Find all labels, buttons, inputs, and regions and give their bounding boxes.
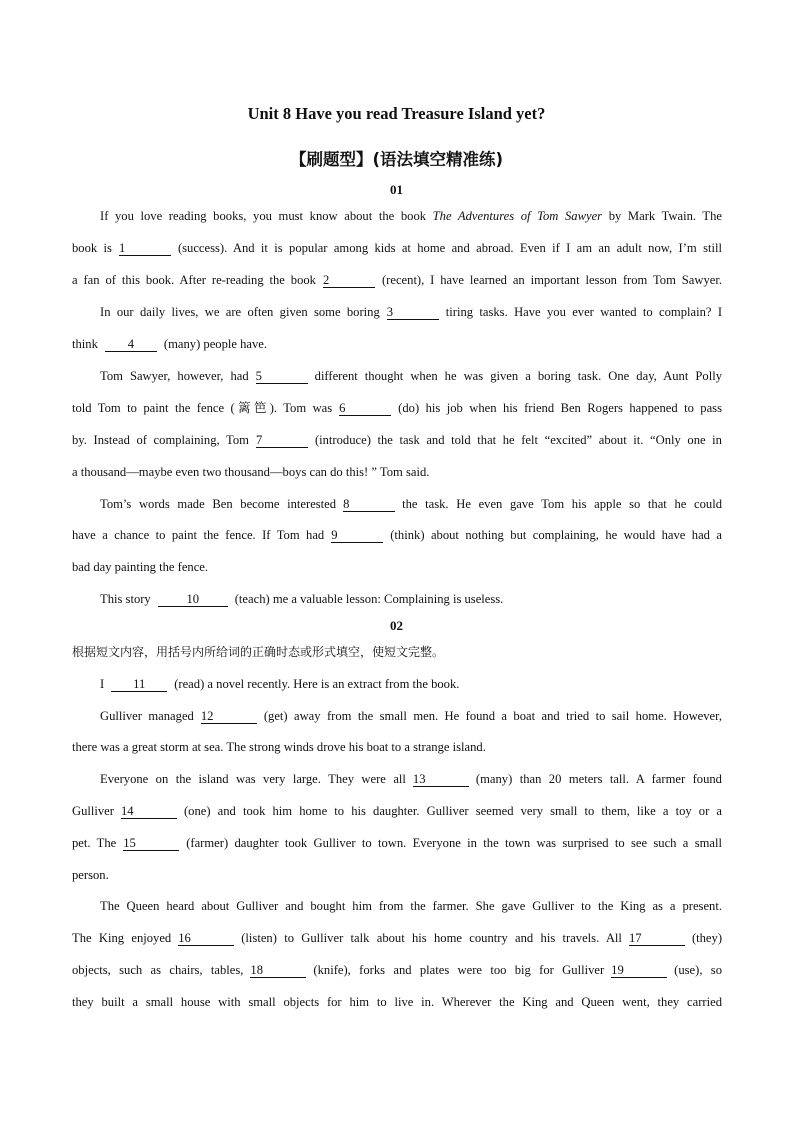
text-line: Tom Sawyer, however, had 5 different thought when he was given a boring task. One day, Aunt Polly xyxy=(100,369,722,383)
text-line: If you love reading books, you must know about the book The Adventures of Tom Sawyer by Mark Twain. The xyxy=(100,209,722,223)
text-line: person. xyxy=(72,868,109,882)
text-line: a fan of this book. After re-reading the book 2 (recent), I have learned an important lesson from Tom Sawyer. xyxy=(72,273,722,287)
text-line: Gulliver managed 12 (get) away from the small men. He found a boat and tried to sail home. However, xyxy=(100,709,722,723)
text-line: Everyone on the island was very large. They were all 13 (many) than 20 meters tall. A farmer found xyxy=(100,772,722,786)
blank-16[interactable]: 16 xyxy=(178,931,234,946)
text-line: have a chance to paint the fence. If Tom had 9 (think) about nothing but complaining, he would have had a xyxy=(72,528,722,542)
section-number-02: 02 xyxy=(390,618,403,633)
blank-2[interactable]: 2 xyxy=(323,273,375,288)
text-line: there was a great storm at sea. The strong winds drove his boat to a strange island. xyxy=(72,740,486,754)
text-line: Tom’s words made Ben become interested 8 the task. He even gave Tom his apple so that he could xyxy=(100,497,722,511)
text-line: This story 10 (teach) me a valuable lesson: Complaining is useless. xyxy=(100,592,504,606)
page-title: Unit 8 Have you read Treasure Island yet? xyxy=(247,104,546,123)
blank-7[interactable]: 7 xyxy=(256,433,308,448)
text-line: Gulliver 14 (one) and took him home to his daughter. Gulliver seemed very small to them, like a toy or a xyxy=(72,804,722,818)
text-line: told Tom to paint the fence (篱笆). Tom was 6 (do) his job when his friend Ben Rogers happened to pass xyxy=(72,401,722,415)
text-line: The Queen heard about Gulliver and bought him from the farmer. She gave Gulliver to the King as a present. xyxy=(100,899,722,913)
text-line: book is 1 (success). And it is popular among kids at home and abroad. Even if I am an adult now, I’m still xyxy=(72,241,722,255)
section-instruction: 根据短文内容，用括号内所给词的正确时态或形式填空，使短文完整。 xyxy=(72,645,445,659)
blank-17[interactable]: 17 xyxy=(629,931,685,946)
blank-1[interactable]: 1 xyxy=(119,241,171,256)
text-line: bad day painting the fence. xyxy=(72,560,209,574)
text-line: pet. The 15 (farmer) daughter took Gulliver to town. Everyone in the town was surprised to see such a small xyxy=(72,836,722,850)
text-line: The King enjoyed 16 (listen) to Gulliver talk about his home country and his travels. All 17 (they) xyxy=(72,931,723,945)
blank-3[interactable]: 3 xyxy=(387,305,439,320)
blank-12[interactable]: 12 xyxy=(201,709,257,724)
text-line: they built a small house with small objects for him to live in. Wherever the King and Queen went, they carried xyxy=(72,995,722,1009)
blank-10[interactable]: 10 xyxy=(158,592,228,607)
blank-13[interactable]: 13 xyxy=(413,772,469,787)
section-number-01: 01 xyxy=(390,182,403,197)
text-line: think 4 (many) people have. xyxy=(72,337,268,351)
blank-9[interactable]: 9 xyxy=(331,528,383,543)
blank-5[interactable]: 5 xyxy=(256,369,308,384)
blank-6[interactable]: 6 xyxy=(339,401,391,416)
page-subtitle: 【刷题型】(语法填空精准练) xyxy=(289,150,504,169)
blank-19[interactable]: 19 xyxy=(611,963,667,978)
blank-8[interactable]: 8 xyxy=(343,497,395,512)
blank-4[interactable]: 4 xyxy=(105,337,157,352)
book-title: The Adventures of Tom Sawyer xyxy=(432,209,603,223)
blank-15[interactable]: 15 xyxy=(123,836,179,851)
blank-18[interactable]: 18 xyxy=(250,963,306,978)
text-line: objects, such as chairs, tables, 18 (knife), forks and plates were too big for Gulliver 19 (use), so xyxy=(72,963,722,977)
text-line: by. Instead of complaining, Tom 7 (introduce) the task and told that he felt “excited” about it. “Only one in xyxy=(72,433,722,447)
blank-11[interactable]: 11 xyxy=(111,677,167,692)
text-line: In our daily lives, we are often given some boring 3 tiring tasks. Have you ever wanted to complain? I xyxy=(100,305,723,319)
text-line: I 11 (read) a novel recently. Here is an extract from the book. xyxy=(100,677,460,691)
text-line: a thousand—maybe even two thousand—boys can do this! ” Tom said. xyxy=(72,465,430,479)
blank-14[interactable]: 14 xyxy=(121,804,177,819)
